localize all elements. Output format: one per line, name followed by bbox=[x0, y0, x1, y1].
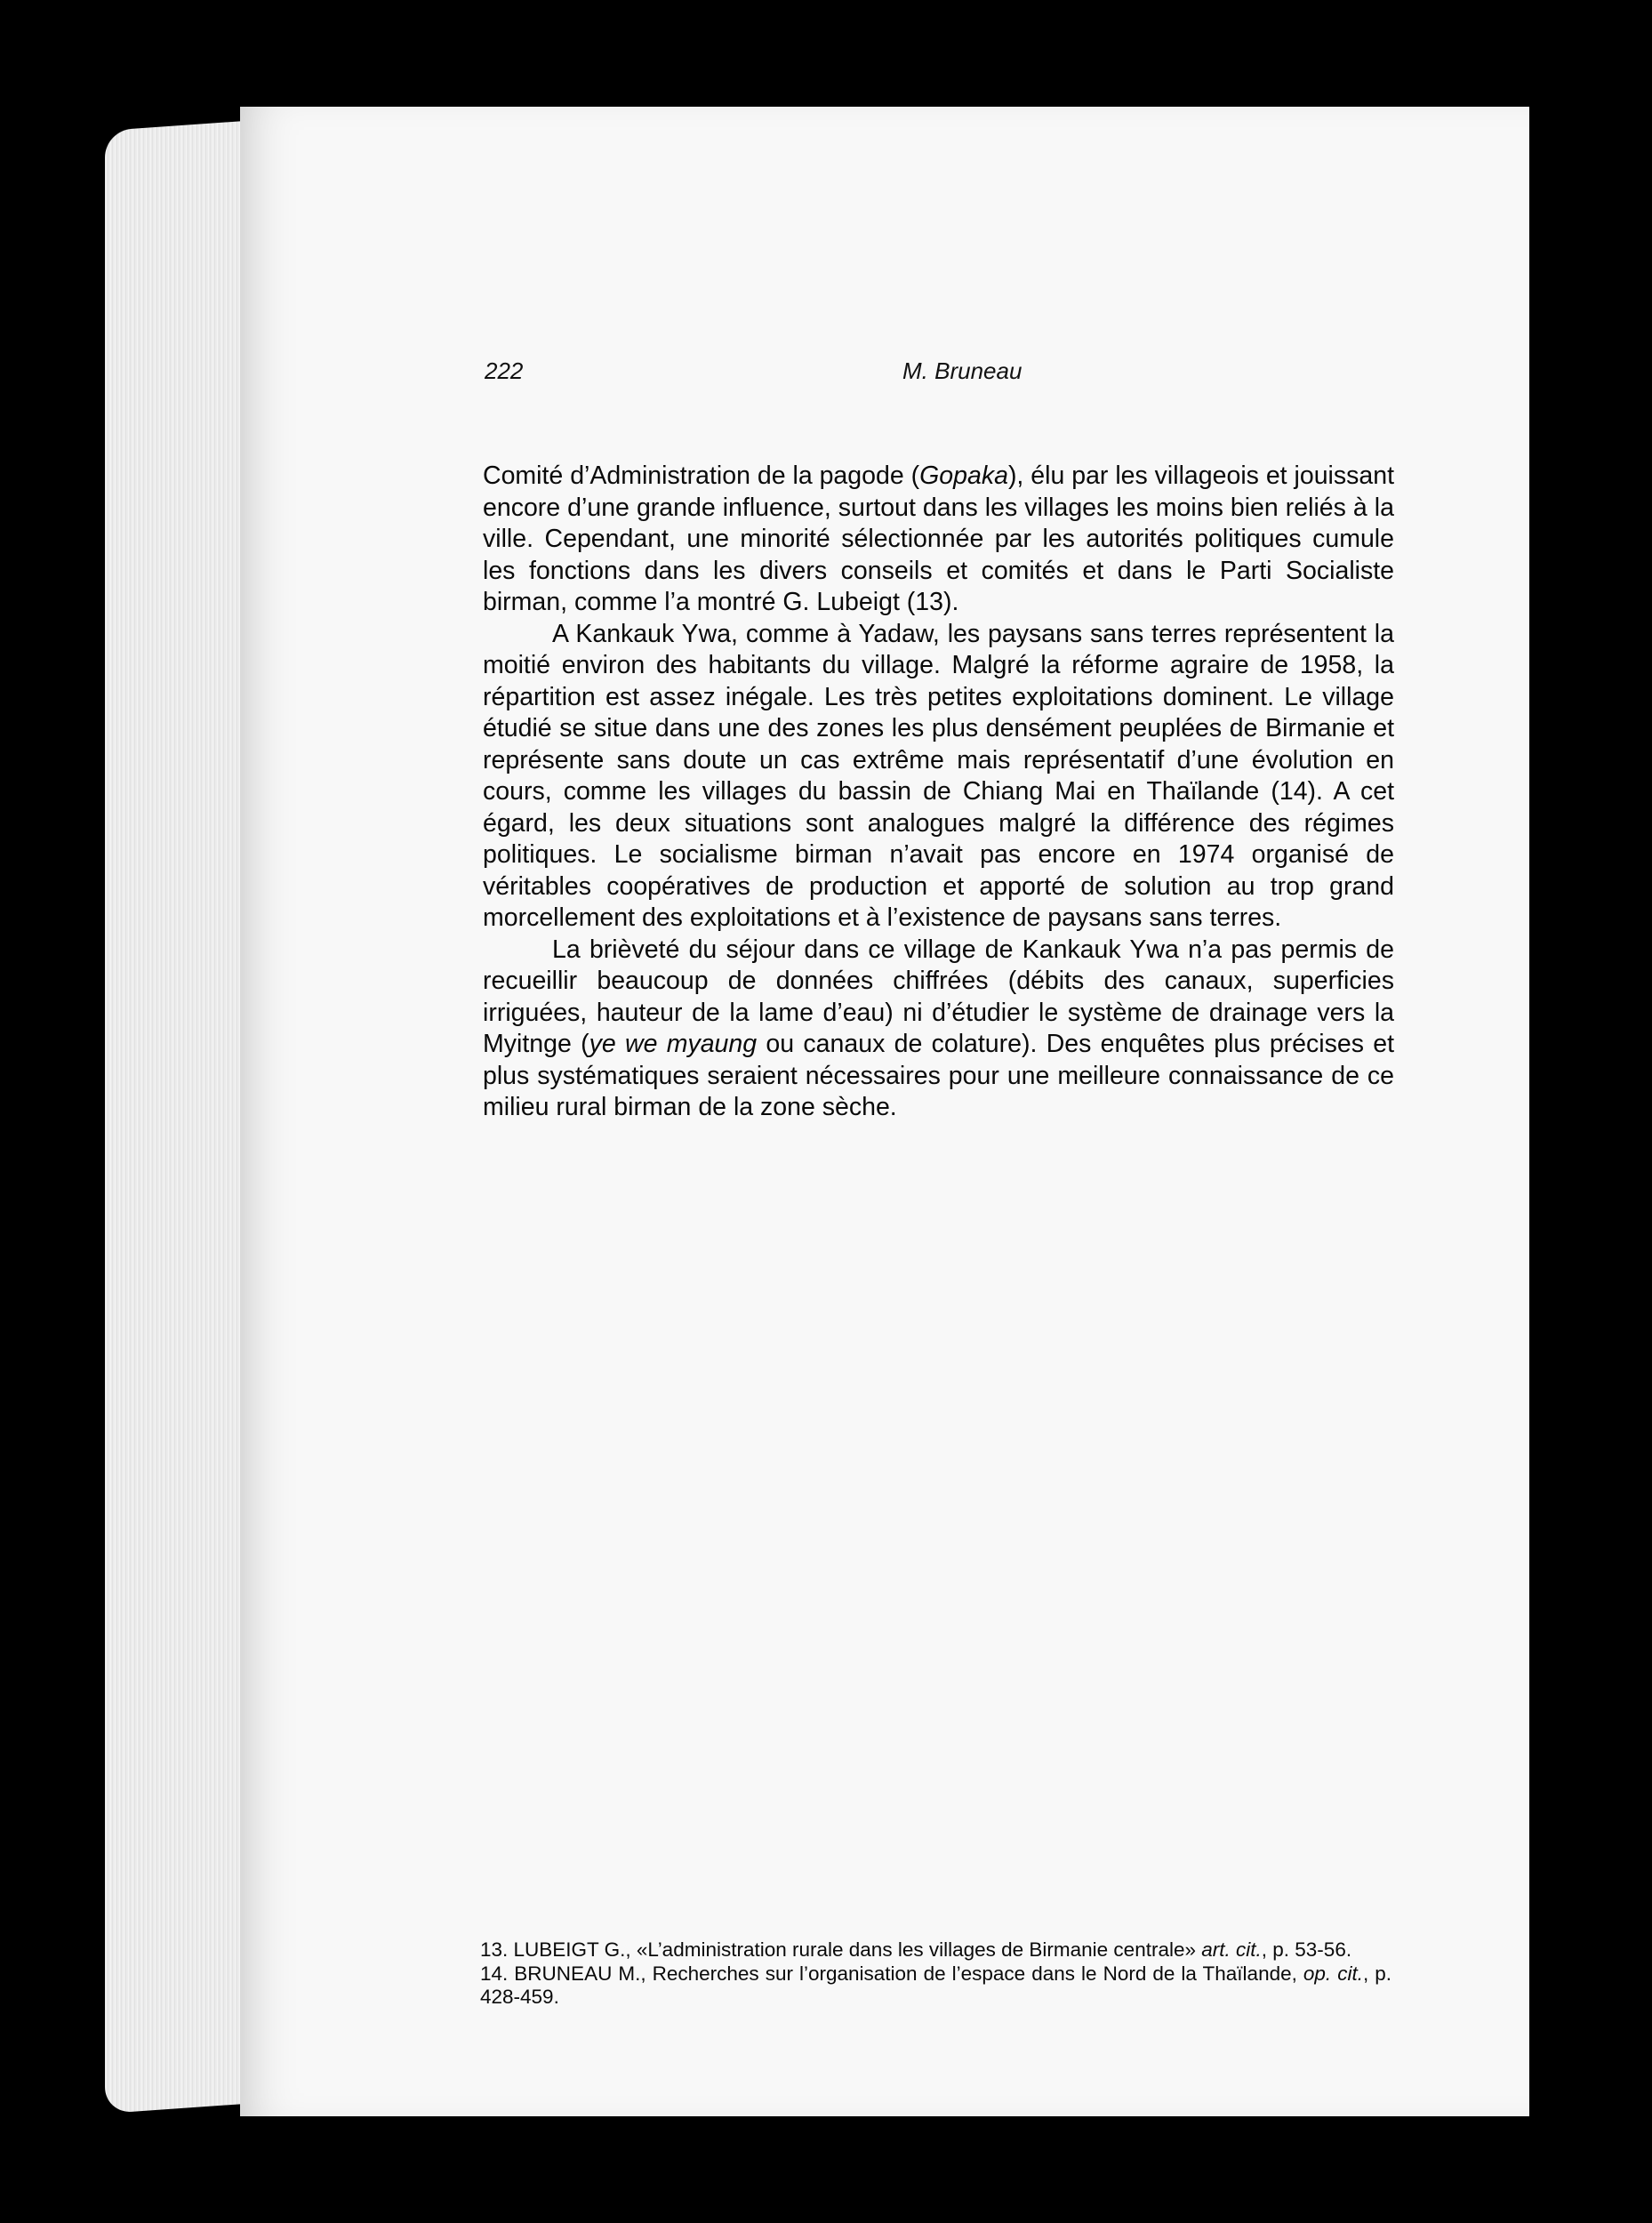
footnote-13: 13. LUBEIGT G., «L’administration rurale dans les villages de Birmanie centrale» art. cit., p. 53-56. bbox=[480, 1938, 1352, 1961]
paragraph-2: A Kankauk Ywa, comme à Yadaw, les paysans sans terres représentent la moitié environ des habitants du village. Malgré la réforme agraire de 1958, la répartition est assez inégale. Les très petites exploitations dominent. Le village étudié se situe dans une des zones les plus densément peuplées de Birmanie et représente sans doute un cas extrême mais représentatif d’une évolution en cours, comme les villages du bassin de Chiang Mai en Thaïlande (14). A cet égard, les deux situations sont analogues malgré la différence des régimes politiques. Le socialisme birman n’avait pas encore en 1974 organisé de véritables coopératives de production et apporté de solution au trop grand morcellement des exploitations et à l’existence de paysans sans terres. bbox=[483, 619, 1394, 932]
body-text bbox=[483, 461, 1394, 1124]
paragraph-1: Comité d’Administration de la pagode (Gopaka), élu par les villageois et jouissant encore d’une grande influence, surtout dans les villages les moins bien reliés à la ville. Cependant, une minorité sélectionnée par les autorités politiques cumule les fonctions dans les divers conseils et comités et dans le Parti Socialiste birman, comme l’a montré G. Lubeigt (13). bbox=[483, 461, 1394, 616]
paragraph-3: La brièveté du séjour dans ce village de Kankauk Ywa n’a pas permis de recueillir beaucoup de données chiffrées (débits des canaux, superficies irriguées, hauteur de la lame d’eau) ni d’étudier le système de drainage vers la Myitnge (ye we myaung ou canaux de colature). Des enquêtes plus précises et plus systématiques seraient nécessaires pour une meilleure connaissance de ce milieu rural birman de la zone sèche. bbox=[483, 935, 1395, 1121]
footnotes bbox=[480, 1938, 1391, 2010]
book-page bbox=[240, 107, 1529, 2116]
term-ye-we-myaung: ye we myaung bbox=[589, 1030, 758, 1058]
term-gopaka: Gopaka bbox=[919, 461, 1008, 490]
footnote-14: 14. BRUNEAU M., Recherches sur l’organisation de l’espace dans le Nord de la Thaïlande, op. cit., p. 428-459. bbox=[480, 1962, 1391, 2008]
running-head-author: M. Bruneau bbox=[902, 357, 1022, 384]
page-number: 222 bbox=[485, 357, 524, 384]
